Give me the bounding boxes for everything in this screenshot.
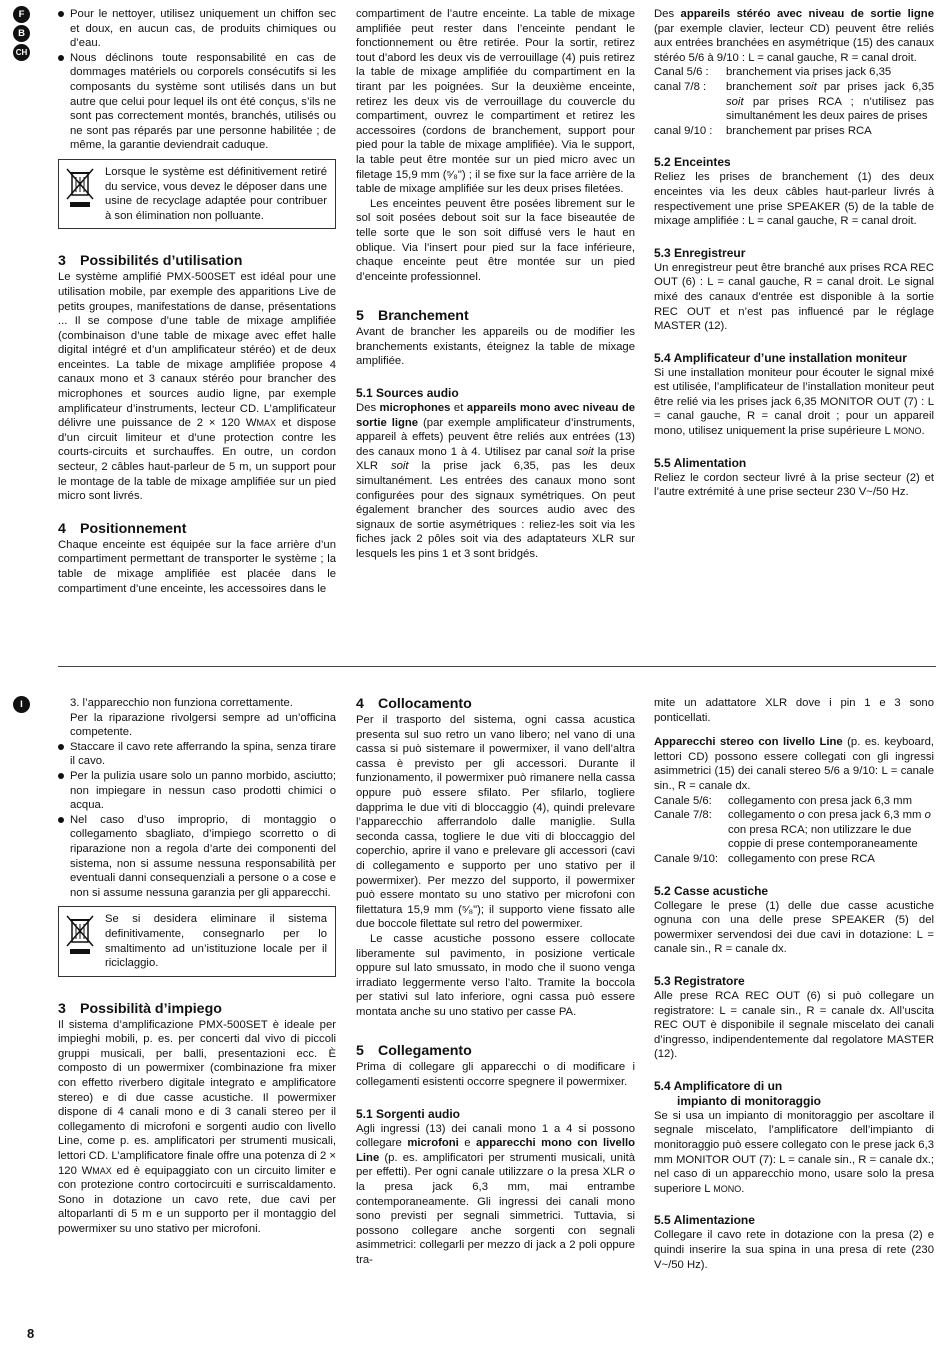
fr-section-5-text: Avant de brancher les appareils ou de modifier les branchements existants, éteignez la table de mixage amplifiée.: [356, 326, 635, 368]
it-section-5-4-text: Se si usa un impianto di monitoraggio per ascoltare il segnale miscelato, l’amplificatore dell’impianto di monitoraggio può essere collegato con le prese jack 6,3 mm MONITOR OUT (7): L = canale sin., R = canale dx.; nel caso di un apparecchio mono, usare solo la presa superiore L MONO.: [654, 1109, 934, 1195]
fr-section-5-heading: 5 Branchement: [356, 308, 469, 325]
it-channel-7-8: Canale 7/8: collegamento o con presa jack 6,3 mm o con presa RCA; non utilizzare le due coppie di prese contemporaneamente: [654, 809, 931, 851]
fr-section-5-2-heading: 5.2 Enceintes: [654, 155, 731, 170]
it-section-4-text-1: Per il trasporto del sistema, ogni cassa acustica presenta sul suo retro un vano libero; nel vano di una cassa si può sistemare il powermixer, il vano dell’altra cassa è previsto per gli accessori. Durante il funzionamento, il powermixer può rimanere nella cassa oppure può essere sfilato. Per sfilarlo, togliere dapprima le due viti di bloccaggio (4), quindi prelevare l’apparecchio afferrandolo dalle maniglie. Sulla seconda cassa, togliere le due viti di bloccaggio del coperchio, aprire il vano e prelevare gli accessori (cavi di collegamento e supporto per uno stativo per il powermixer). Per mezzo del supporto, il powermixer può essere montato su uno stativo per microfoni con filettatura 15,9 mm (⁵⁄₈"); il supporto viene fissato alle due boccole filettate sul retro del powermixer.: [356, 714, 635, 931]
it-column-3: [654, 696, 934, 1272]
it-xlr-adapter-text: mite un adattatore XLR dove i pin 1 e 3 sono ponticellati.: [654, 697, 934, 724]
it-bullet-liability: Nel caso d’uso improprio, di montaggio o collegamento sbagliato, d’impiego scorretto o di riparazione non a regola d’arte dei componenti del sistema, non si assume nessuna responsabilità per eventuali danni consequenziali a persone o a cose e non si assume nessuna garanzia per gli apparecchi.: [58, 813, 336, 901]
crossed-bin-icon: [63, 165, 97, 209]
it-section-5-3-text: Alle prese RCA REC OUT (6) si può collegare un registratore: L = canale sin., R = canale dx. All’uscita REC OUT è disponibile il segnale miscelato dei canali d’ingresso, indipendentemente dal regolatore MASTER (12).: [654, 989, 934, 1061]
it-recycling-notice: [58, 906, 336, 976]
it-bullet-cleaning: Per la pulizia usare solo un panno morbido, asciutto; non impiegare in nessun caso prodotti chimici o acqua.: [58, 769, 336, 813]
fr-column-1: [58, 7, 336, 596]
it-section-4-heading: 4 Collocamento: [356, 696, 472, 712]
fr-section-5-3-text: Un enregistreur peut être branché aux prises RCA REC OUT (6) : L = canal gauche, R = canal droit. Le signal mixé des canaux d’entrée est disponible à la sortie REC OUT et n’est pas influencé par le réglage MASTER (12).: [654, 261, 934, 333]
it-channel-9-10: Canale 9/10: collegamento con prese RCA: [654, 852, 875, 865]
fr-section-5-3-heading: 5.3 Enregistreur: [654, 245, 746, 260]
it-item-3: 3. l’apparecchio non funziona correttamente.: [70, 697, 293, 709]
fr-section-5-5-heading: 5.5 Alimentation: [654, 455, 747, 470]
it-column-1: [58, 696, 336, 1237]
it-section-5-2-heading: 5.2 Casse acustiche: [654, 883, 769, 898]
it-recycling-text: Se si desidera eliminare il sistema definitivamente, consegnarlo per lo smaltimento ad un’istituzione locale per il riciclaggio.: [105, 913, 327, 970]
fr-column-2: [356, 7, 635, 562]
page-number: 8: [27, 1326, 35, 1341]
fr-section-5-4-text: Si une installation moniteur pour écouter le signal mixé est utilisée, l’amplificateur de l’installation moniteur peut être relié via les prises jack 6,35 MONITOR OUT (7) : L = canal gauche, R = canal droit ; pour un appareil mono, utilisez uniquement la prise supérieure L MONO.: [654, 366, 934, 438]
fr-positioning-text-1: compartiment de l’autre enceinte. La table de mixage amplifiée peut rester dans l’enceinte pendant le fonctionnement ou être retirée. Pour la sortir, retirez tout d’abord les deux vis de verrouillage (4) puis retirez la table de mixage amplifiée du compartiment en la tirant par les poignées. Sur la deuxième enceinte, retirez les deux vis de verrouillage du couvercle du compartiment, ouvrez le compartiment et retirez les accessoires (cordons de branchement, support pour pied pour la table de mixage amplifiée). Via le support, la table peut être montée sur un pied micro avec un filetage 15,9 mm (⁵⁄₈") ; il se fixe sur la face arrière de la table de mixage amplifiée sur les deux prises filetées.: [356, 8, 635, 196]
fr-section-4-text: Chaque enceinte est équipée sur la face arrière d’un compartiment permettant de transporter le système ; la table de mixage amplifiée est placée dans le compartiment d’une enceinte, les accessoires dans le: [58, 538, 336, 595]
fr-section-5-2-text: Reliez les prises de branchement (1) des deux enceintes via les deux câbles haut-parleur livrés à respectivement une prise SPEAKER (5) de la table de mixage amplifiée : L = canal gauche, R = canal droit.: [654, 171, 934, 228]
it-stereo-text: Apparecchi stereo con livello Line (p. es. keyboard, lettori CD) possono essere collegati con gli ingressi asimmetrici (15) dei canali stereo 5/6 a 9/10: L = canale sin., R = canale dx.: [654, 736, 934, 792]
it-section-5-2-text: Collegare le prese (1) delle due casse acustiche ognuna con una delle prese SPEAKER (5) del powermixer servendosi dei due cavi in dotazione: L = canale sin., R = canale dx.: [654, 899, 934, 956]
fr-recycling-text: Lorsque le système est définitivement retiré du service, vous devez le déposer dans une usine de recyclage adaptée pour contribuer à son élimination non polluante.: [105, 165, 327, 222]
fr-bullet-cleaning: Pour le nettoyer, utilisez uniquement un chiffon sec et doux, en aucun cas, de produits chimiques ou d’eau.: [58, 7, 336, 51]
it-section-5-1-text: Agli ingressi (13) dei canali mono 1 a 4 si possono collegare microfoni e apparecchi mono con livello Line (p. es. amplificatori per strumenti musicali, unità per effetti). Per ogni canale utilizzare o la presa XLR o la presa jack 6,3 mm, mai entrambe contemporaneamente. Gli ingressi dei canali mono sono previsti per segnali simmetrici. Tuttavia, si possono collegare anche sorgenti con segnali asimmetrici: collegarli per mezzo di jack a 2 poli oppure tra-: [356, 1122, 635, 1266]
fr-bullet-liability: Nous déclinons toute responsabilité en cas de dommages matériels ou corporels consécutifs si les composants du système sont utilisés dans un but autre que celui pour lequel ils ont été conçus, s’ils ne sont pas correctement montés, branchés, utilisés ou ne sont pas réparés par une personne habilitée ; de même, la garantie deviendrait caduque.: [58, 51, 336, 153]
fr-section-4-heading: 4 Positionnement: [58, 520, 187, 537]
it-channel-5-6: Canale 5/6: collegamento con presa jack 6,3 mm: [654, 794, 912, 807]
it-section-5-3-heading: 5.3 Registratore: [654, 973, 745, 988]
fr-positioning-text-2: Les enceintes peuvent être posées librement sur le sol soit posées debout soit sur la face biseautée de telle sorte que le son soit diffusé vers le haut en oblique. Via l’insert pour pied sur la face inférieure, chaque enceinte peut être montée sur un pied d’enceinte professionnel.: [356, 197, 635, 283]
fr-channel-5-6: Canal 5/6 : branchement via prises jack 6,35: [654, 66, 892, 79]
crossed-bin-icon: [63, 912, 97, 956]
fr-channel-7-8: canal 7/8 : branchement soit par prises jack 6,35 soit par prises RCA ; n’utilisez pas simultanément les deux paires de prises: [654, 80, 934, 123]
fr-stereo-text: Des appareils stéréo avec niveau de sortie ligne (par exemple clavier, lecteur CD) peuvent être reliés aux entrées branchées en asymétrique (15) des canaux stéréo 5/6 à 9/10 : L = canal gauche, R = canal droit.: [654, 8, 934, 64]
it-section-5-5-heading: 5.5 Alimentazione: [654, 1213, 755, 1228]
fr-section-3-text: Le système amplifié PMX-500SET est idéal pour une utilisation mobile, par exemple des apparitions Live de petits groupes, manifestations de danse, présentations ... Il se compose d’une table de mixage amplifiée (combinaison d’une table de mixage avec effet halle digital intégré et d’un amplificateur stéréo) et de deux enceintes. La table de mixage amplifiée propose 4 canaux mono et 3 canaux stéréo pour brancher des microphones et sources audio ligne, par exemple amplificateur d’instruments, lecteur CD. L’amplificateur délivre une puissance de 2 × 120 WMAX et dispose d’un circuit limiteur et d’une protection contre les courts-circuits et surchauffes. En outre, un cordon secteur, 2 câbles haut-parleur de 5 m, un support pour le montage de la table de mixage amplifiée sur un pied micro sont livrés.: [58, 271, 336, 503]
it-bullet-unplug: Staccare il cavo rete afferrando la spina, senza tirare il cavo.: [58, 740, 336, 769]
it-item-3-repair: Per la riparazione rivolgersi sempre ad un’officina competente.: [70, 711, 336, 739]
fr-section-5-4-heading: 5.4 Amplificateur d’une installation moniteur: [654, 350, 907, 365]
fr-section-5-1-text: Des microphones et appareils mono avec niveau de sortie ligne (par exemple amplificateur d’instruments, appareil à effets) peuvent être reliés aux entrées (13) des canaux mono 1 à 4. Utilisez par canal soit la prise XLR soit la prise jack 6,35, pas les deux simultanément. Les entrées des canaux mono sont configurées pour des signaux symétriques. On peut également brancher des sources audio avec des signaux de sortie asymétriques : reliez-les soit via les fiches jack 2 pôles soit via des adaptateurs XLR sur lesquels les pins 1 et 3 sont bridgés.: [356, 402, 635, 560]
it-section-4-text-2: Le casse acustiche possono essere collocate liberamente sul pavimento, in posizione verticale oppure sul lato smussato, in modo che il suono venga irradiato leggermente verso l’alto. Tramite la boccola per stativi sul lato inferiore, ogni cassa può essere montata anche su uno stativo per casse PA.: [356, 932, 635, 1018]
fr-channel-9-10: canal 9/10 : branchement par prises RCA: [654, 124, 872, 137]
fr-section-5-5-text: Reliez le cordon secteur livré à la prise secteur (2) et l’autre extrémité à une prise secteur 230 V~/50 Hz.: [654, 471, 934, 499]
it-column-2: [356, 696, 635, 1268]
language-badge-ch: CH: [13, 44, 30, 61]
language-badge-b: B: [13, 25, 30, 42]
it-section-3-text: Il sistema d’amplificazione PMX-500SET è ideale per impieghi mobili, p. es. per concerti dal vivo di piccoli gruppi musicali, per balli, presentazioni ecc. È composto di un powermixer (combinazione fra mixer con effetto riverbero digitale integrato e amplificatore stereo) e di due casse acustiche. Il powermixer dispone di 4 canali mono e di 3 canali stereo per il collegamento di microfoni e sorgenti audio con livello Line, come p. es. amplificatori per strumenti musicali, lettori CD. L’amplificatore finale offre una potenza di 2 × 120 WMAX ed è equipaggiato con un circuito limiter e con protezione contro cortocircuiti e surriscaldamento. Sono in dotazione un cavo rete, due cavi per altoparlanti di 5 m e un supporto per il montaggio del powermixer su uno stativo per microfoni.: [58, 1018, 336, 1235]
it-section-5-4-heading: 5.4 Amplificatore di un impianto di monitoraggio: [654, 1078, 821, 1108]
it-section-5-heading: 5 Collegamento: [356, 1043, 472, 1060]
it-section-3-heading: 3 Possibilità d’impiego: [58, 1000, 222, 1017]
fr-section-3-heading: 3 Possibilités d’utilisation: [58, 253, 243, 270]
fr-column-3: [654, 7, 934, 500]
language-badge-i: I: [13, 696, 30, 713]
fr-section-5-1-heading: 5.1 Sources audio: [356, 386, 459, 401]
language-divider: [58, 666, 936, 667]
fr-recycling-notice: [58, 159, 336, 229]
it-section-5-1-heading: 5.1 Sorgenti audio: [356, 1106, 461, 1121]
it-section-5-text: Prima di collegare gli apparecchi o di modificare i collegamenti esistenti occorre spegnere il powermixer.: [356, 1061, 635, 1089]
language-badge-f: F: [13, 6, 30, 23]
it-section-5-5-text: Collegare il cavo rete in dotazione con la presa (2) e quindi inserire la sua spina in una presa di rete (230 V~/50 Hz).: [654, 1229, 934, 1271]
